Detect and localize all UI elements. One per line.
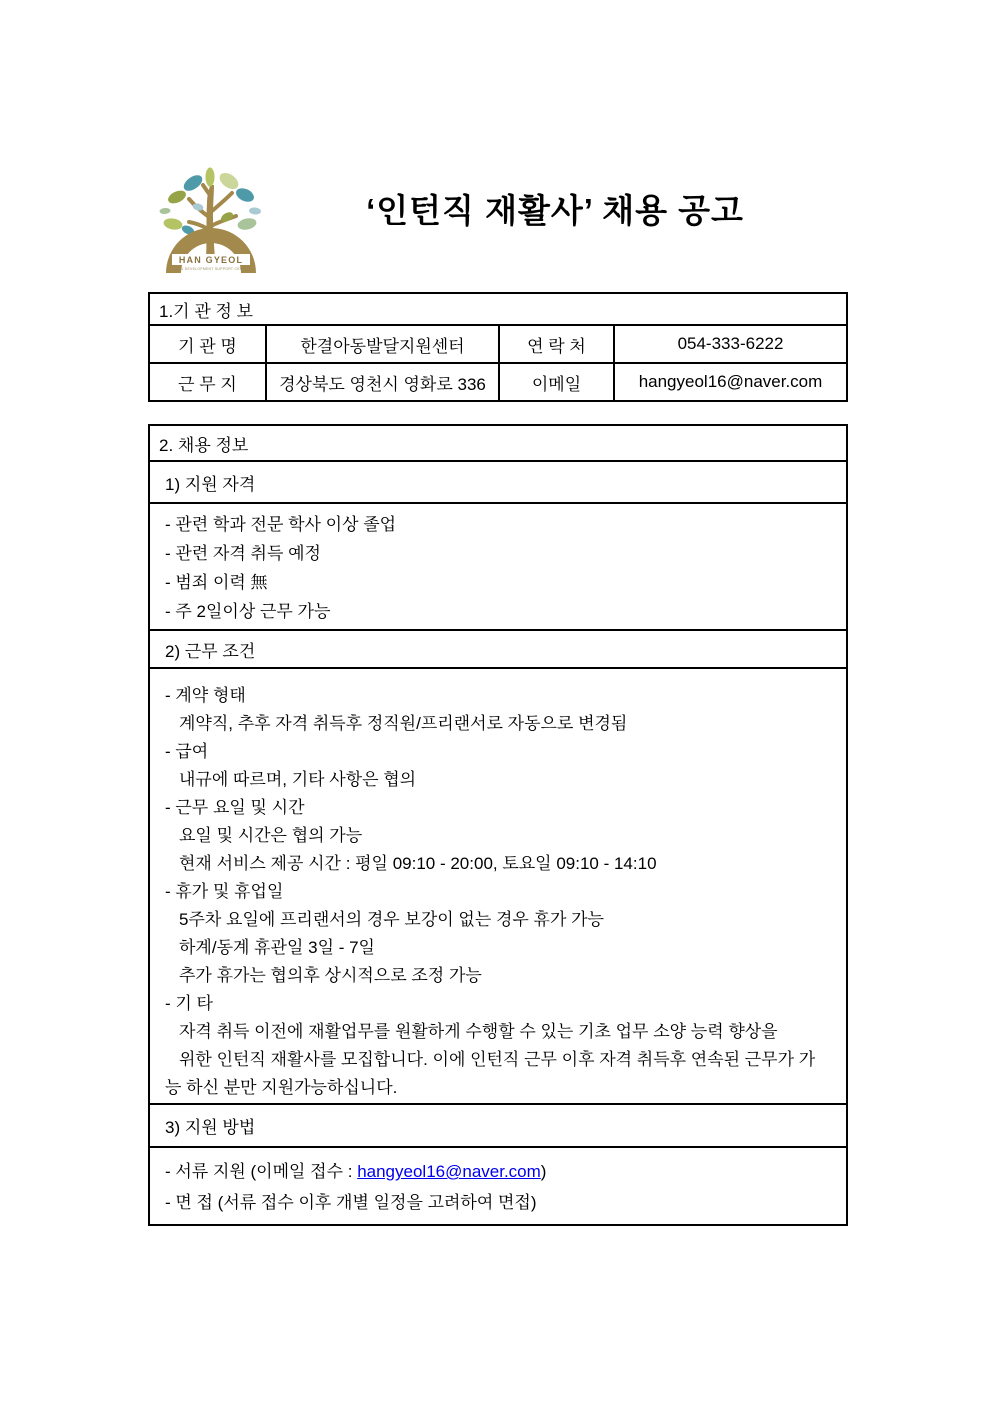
contact-label: 연 락 처 [498, 324, 613, 362]
email-label: 이메일 [498, 362, 613, 400]
requirement-line: - 주 2일이상 근무 가능 [165, 602, 331, 621]
work-conditions-content [150, 667, 846, 1103]
tree-logo-icon [158, 167, 264, 281]
email-value: hangyeol16@naver.com [613, 362, 846, 400]
condition-line: 현재 서비스 제공 시간 : 평일 09:10 - 20:00, 토요일 09:10 - 14:10 [179, 854, 657, 873]
logo-leaf [237, 217, 258, 232]
apply-line-suffix: ) [540, 1162, 547, 1181]
logo-name: HAN GYEOL [178, 255, 244, 265]
section-title-qualifications: 1) 지원 자격 [150, 460, 846, 502]
condition-line: 하계/동계 휴관일 3일 - 7일 [179, 938, 375, 957]
logo-leaf [181, 172, 205, 194]
condition-line: - 근무 요일 및 시간 [165, 798, 305, 817]
recruit-table-title: 2. 채용 정보 [159, 435, 249, 455]
requirement-line: - 관련 자격 취득 예정 [165, 544, 321, 563]
condition-line: 5주차 요일에 프리랜서의 경우 보강이 없는 경우 휴가 가능 [179, 910, 604, 929]
how-to-apply-content [150, 1146, 846, 1224]
logo-leaf [234, 186, 256, 205]
logo-leaf [159, 208, 170, 215]
recruit-info-table [148, 424, 848, 1226]
apply-method-line [150, 1156, 846, 1187]
section-title-work-conditions: 2) 근무 조건 [150, 629, 846, 667]
org-info-table [148, 292, 848, 402]
page-title: ‘인턴직 재활사’ 채용 공고 [366, 192, 744, 229]
org-info-grid [150, 324, 846, 400]
workplace-label: 근 무 지 [150, 362, 265, 400]
condition-line: 내규에 따르며, 기타 사항은 협의 [179, 770, 417, 789]
contact-value: 054-333-6222 [613, 324, 846, 362]
condition-line: - 휴가 및 휴업일 [165, 882, 284, 901]
condition-line: 계약직, 추후 자격 취득후 정직원/프리랜서로 자동으로 변경됨 [179, 714, 628, 733]
requirement-line: - 관련 학과 전문 학사 이상 졸업 [165, 515, 397, 534]
logo-leaf [166, 188, 188, 206]
hangyeol-logo [158, 167, 264, 281]
application-email-link[interactable]: hangyeol16@naver.com [357, 1162, 541, 1181]
qualifications-content [150, 502, 846, 629]
logo-leaf [206, 168, 215, 187]
condition-line: 자격 취득 이전에 재활업무를 원활하게 수행할 수 있는 기초 업무 소양 능력 향상을 [179, 1022, 778, 1041]
org-name-value: 한결아동발달지원센터 [265, 324, 498, 362]
workplace-value: 경상북도 영천시 영화로 336 [265, 362, 498, 400]
condition-line: 능 하신 분만 지원가능하십니다. [165, 1078, 398, 1097]
logo-leaf [249, 207, 262, 215]
requirement-line: - 범죄 이력 無 [165, 573, 268, 592]
condition-line: - 계약 형태 [165, 686, 246, 705]
logo-leaf [163, 217, 184, 231]
condition-line: 추가 휴가는 협의후 상시적으로 조정 가능 [179, 966, 482, 985]
org-info-table-title: 1.기 관 정 보 [159, 301, 254, 321]
logo-tagline: CHILD DEVELOPMENT SUPPORT CENTER [171, 267, 251, 271]
section-title-how-to-apply: 3) 지원 방법 [150, 1103, 846, 1146]
condition-line: 요일 및 시간은 협의 가능 [179, 826, 363, 845]
org-name-label: 기 관 명 [150, 324, 265, 362]
interview-method-line: - 면 접 (서류 접수 이후 개별 일정을 고려하여 면접) [165, 1193, 537, 1212]
logo-leaf [217, 170, 242, 193]
condition-line: - 기 타 [165, 994, 213, 1013]
condition-line: - 급여 [165, 742, 209, 761]
apply-line-prefix: - 서류 지원 (이메일 접수 : [165, 1162, 358, 1181]
condition-line: 위한 인턴직 재활사를 모집합니다. 이에 인턴직 근무 이후 자격 취득후 연속된 근무가 가 [179, 1050, 816, 1069]
